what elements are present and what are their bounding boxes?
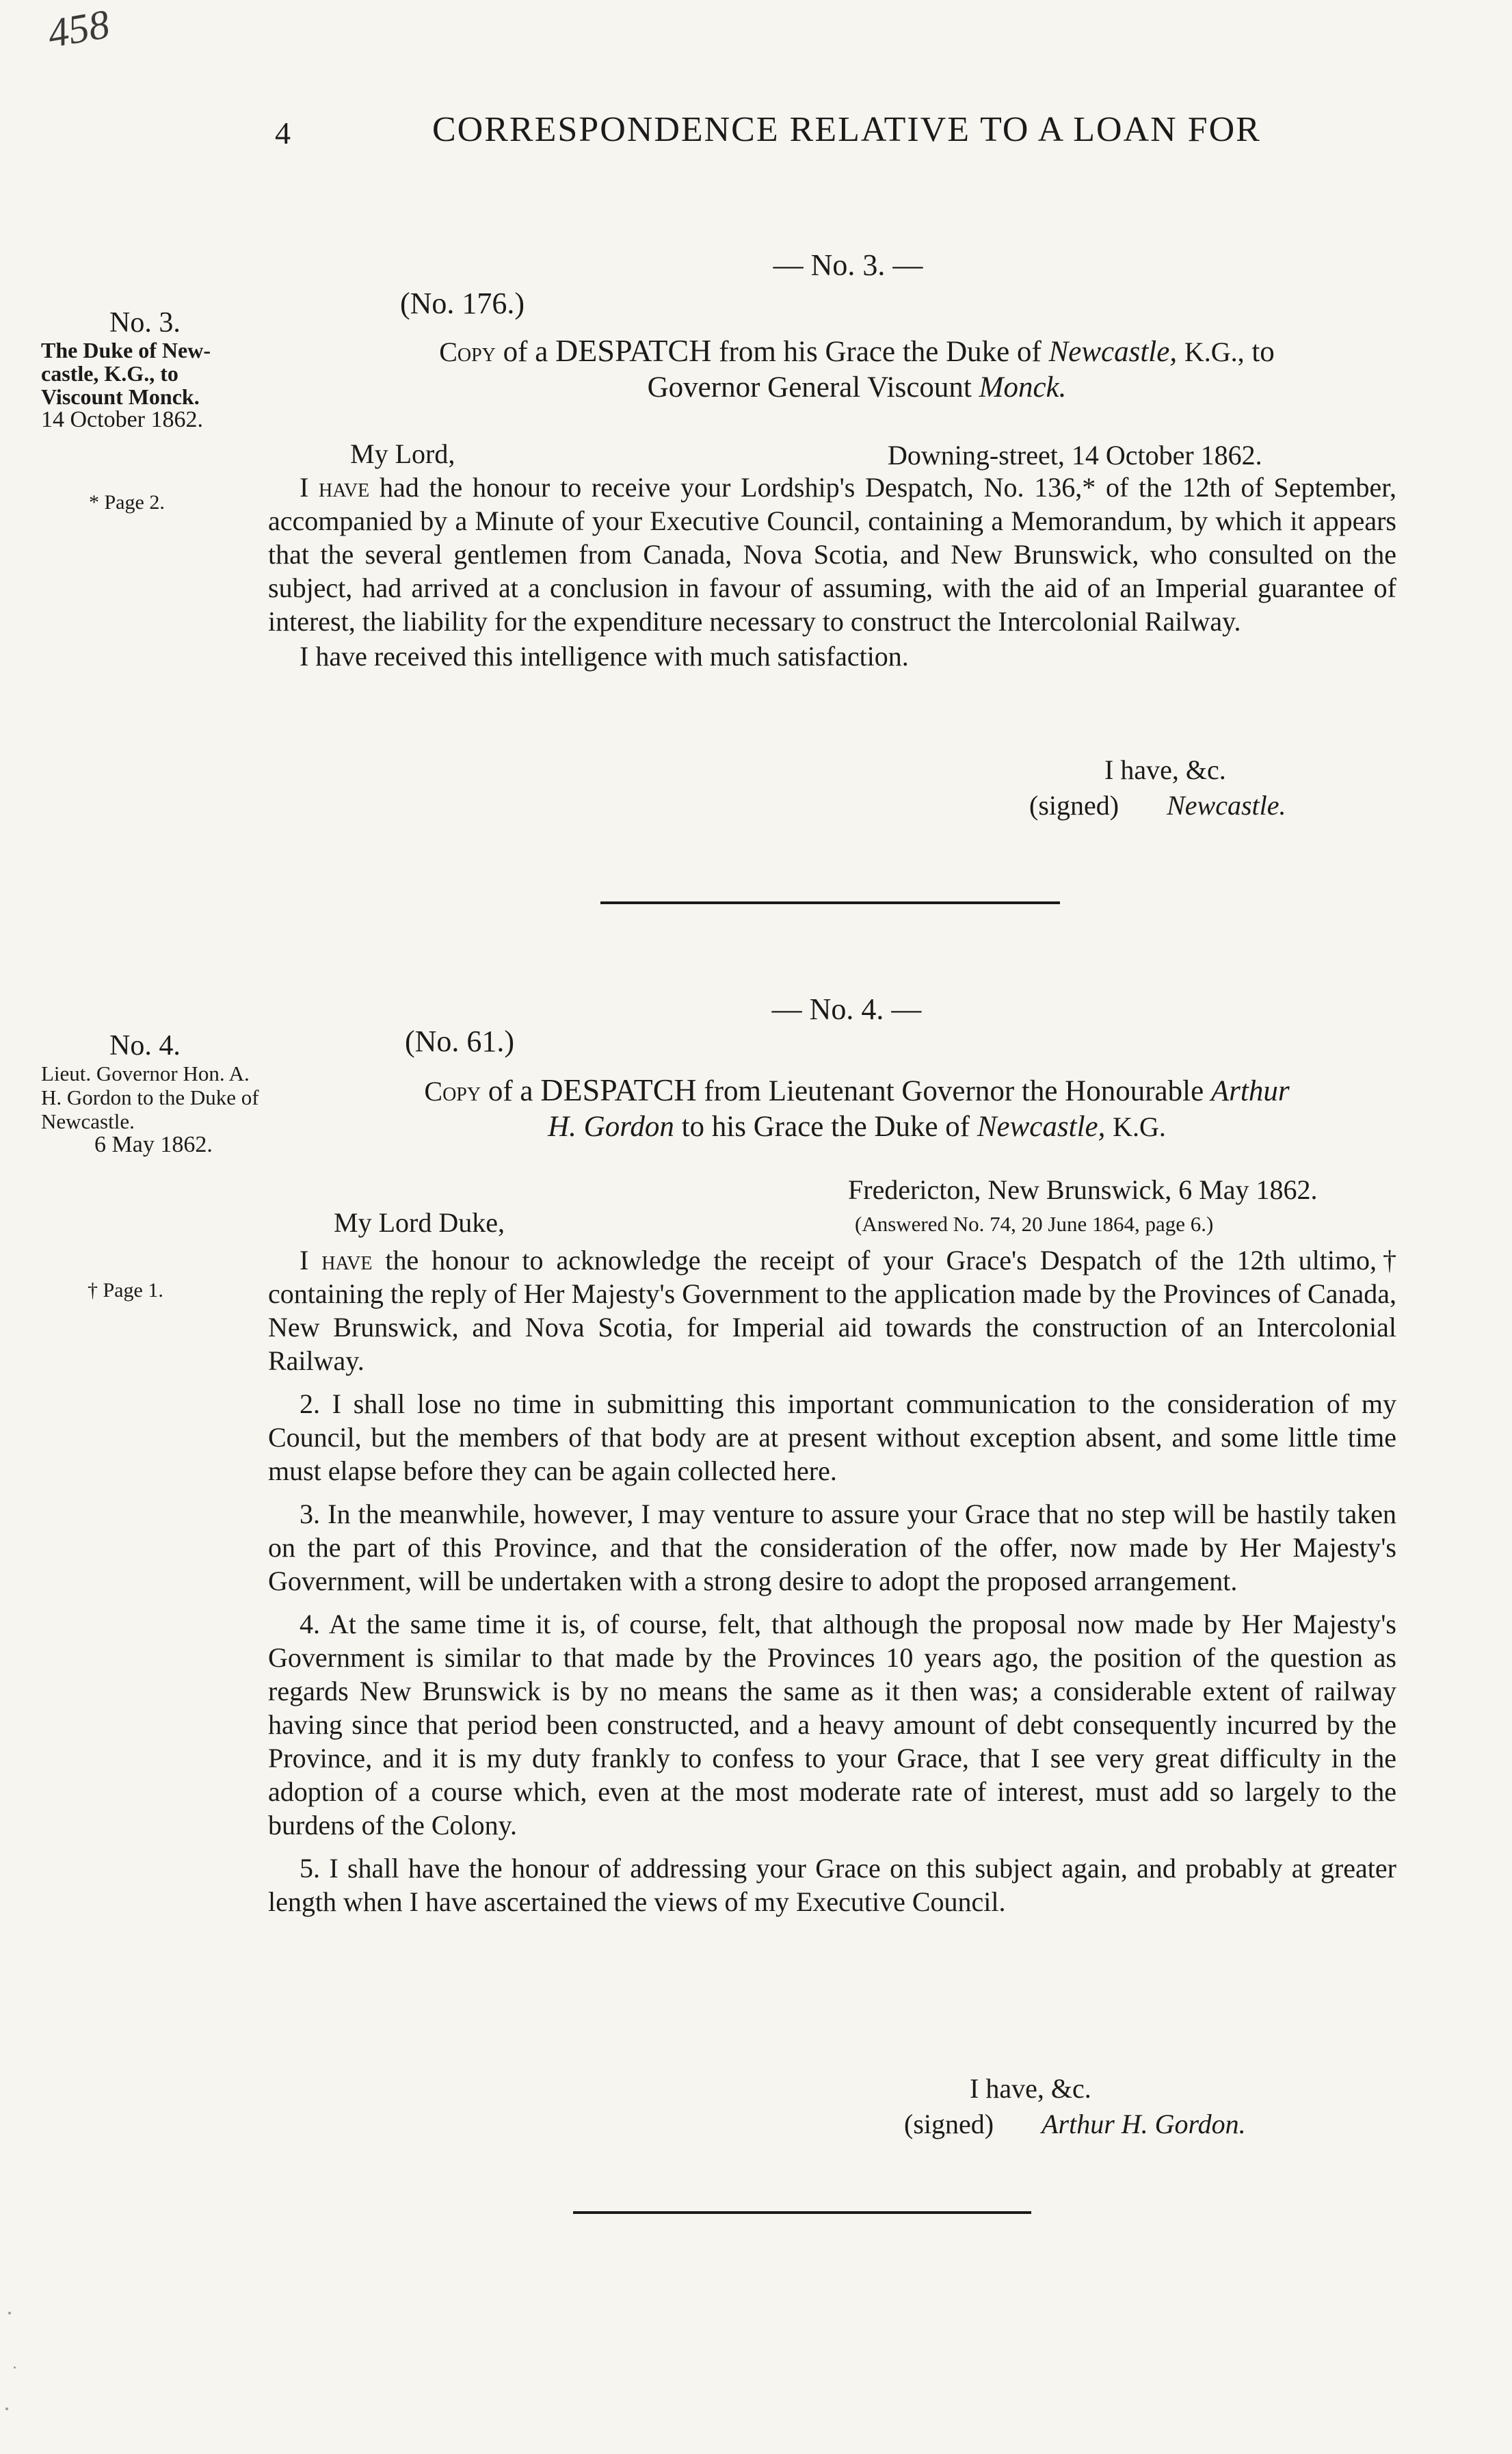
copy-text: Governor General Viscount	[647, 371, 972, 404]
margin-number: No. 4.	[109, 1030, 181, 1061]
copy-text: to his Grace the Duke of	[681, 1111, 970, 1143]
margin-description: Lieut. Governor Hon. A. H. Gordon to the Duke of Newcastle.	[41, 1061, 259, 1133]
section-heading-no3: — No. 3. —	[773, 248, 923, 282]
signature: Arthur H. Gordon.	[1042, 2109, 1246, 2139]
paragraph-lead: I have	[300, 1245, 373, 1276]
paragraph-text: 5. I shall have the honour of addressing your Grace on this subject again, and probably at greater length when I have ascertained the views of my Executive Council.	[268, 1853, 1396, 1917]
copy-text: from Lieutenant Governor the Honourable	[704, 1075, 1204, 1107]
margin-page-ref-no4: † Page 1.	[88, 1279, 163, 1302]
paragraph-5	[268, 1851, 1396, 1918]
paragraph-text: 3. In the meanwhile, however, I may venture to assure your Grace that no step will be hastily taken on the part of this Province, and that the consideration of the offer, now made by Her Majesty's Government, will be undertaken with a strong desire to adopt the proposed arrangement.	[268, 1499, 1396, 1596]
copy-name: Monck.	[979, 371, 1067, 404]
page-number: 4	[275, 116, 291, 150]
copy-name: Newcastle,	[1048, 336, 1178, 368]
paragraph-text: had the honour to receive your Lordship's Despatch, No. 136,* of the 12th of September, accompanied by a Minute of your Executive Council, containing a Memorandum, by which it appears that the several gentlemen from Canada, Nova Scotia, and New Brunswick, who consulted on the subject, had arrived at a conclusion in favour of assuming, with the aid of an Imperial guarantee of interest, the liability for the expenditure necessary to construct the Intercolonial Railway.	[268, 472, 1396, 637]
copy-honour: K.G.	[1113, 1111, 1166, 1142]
signature-line-no4	[904, 2107, 1246, 2142]
signed-label: (signed)	[1029, 790, 1119, 821]
running-title: CORRESPONDENCE RELATIVE TO A LOAN FOR	[432, 110, 1261, 149]
margin-date: 14 October 1862.	[41, 407, 204, 432]
margin-page-ref-no3: * Page 2.	[89, 491, 165, 514]
copy-honour: K.G.,	[1184, 337, 1245, 367]
copy-text: from his Grace the Duke of	[719, 336, 1042, 368]
copy-text: of a	[488, 1075, 533, 1107]
despatch-word: DESPATCH	[540, 1072, 697, 1107]
margin-number: No. 3.	[109, 307, 181, 339]
paragraph-3	[268, 1497, 1396, 1598]
place-date-no3: Downing-street, 14 October 1862.	[888, 440, 1262, 471]
section-divider	[600, 901, 1060, 904]
copy-label: Copy	[439, 337, 496, 367]
scan-speck	[8, 2312, 11, 2314]
paragraph-2	[268, 639, 1396, 673]
despatch-number-61: (No. 61.)	[405, 1025, 515, 1058]
salutation-no4: My Lord Duke,	[334, 1207, 505, 1238]
scan-speck	[14, 2366, 16, 2369]
handwritten-page-mark: 458	[44, 1, 113, 57]
paragraph-1	[268, 1243, 1396, 1377]
copy-text: of a	[503, 336, 548, 368]
despatch-number-176: (No. 176.)	[400, 287, 525, 320]
letter-body-no3	[268, 471, 1396, 673]
paragraph-4	[268, 1607, 1396, 1842]
end-divider	[573, 2211, 1031, 2214]
copy-text: to	[1251, 336, 1275, 368]
letter-body-no4	[268, 1243, 1396, 1918]
answered-note: (Answered No. 74, 20 June 1864, page 6.)	[855, 1212, 1214, 1236]
despatch-word: DESPATCH	[555, 333, 712, 368]
paragraph-text: 4. At the same time it is, of course, felt, that although the proposal now made by Her Majesty's Government is similar to that made by the Provinces 10 years ago, the position of the question as regards New Brunswick is by no means the same as it then was; a considerable extent of railway having since that period been constructed, and a heavy amount of debt consequently incurred by the Province, and it is my duty frankly to confess to your Grace, that I see very great difficulty in the adoption of a course which, even at the most moderate rate of interest, must add so largely to the burdens of the Colony.	[268, 1609, 1396, 1840]
copy-name: Newcastle,	[977, 1111, 1106, 1143]
despatch-title-no3	[334, 333, 1380, 406]
section-heading-no4: — No. 4. —	[771, 992, 922, 1026]
salutation-no3: My Lord,	[350, 438, 455, 469]
paragraph-text: 2. I shall lose no time in submitting this important communication to the consideration of my Council, but the members of that body are at present without exception absent, and some little time must elapse before they can be again collected here.	[268, 1388, 1396, 1486]
despatch-title-no4	[334, 1072, 1380, 1145]
closing-no4: I have, &c.	[970, 2073, 1091, 2104]
copy-label: Copy	[424, 1076, 481, 1107]
margin-note-no4	[41, 1030, 260, 1157]
paragraph-2	[268, 1387, 1396, 1488]
signature: Newcastle.	[1167, 790, 1286, 821]
scan-speck	[5, 2407, 8, 2410]
signed-label: (signed)	[904, 2109, 994, 2139]
paragraph-1	[268, 471, 1396, 638]
margin-date: 6 May 1862.	[94, 1132, 213, 1157]
closing-no3: I have, &c.	[1104, 754, 1226, 785]
place-date-no4: Fredericton, New Brunswick, 6 May 1862.	[848, 1174, 1318, 1205]
paragraph-lead: I have	[300, 472, 370, 503]
signature-line-no3	[1029, 788, 1286, 823]
copy-name: Arthur	[1210, 1075, 1290, 1107]
paragraph-text: I have received this intelligence with much satisfaction.	[300, 641, 909, 672]
copy-name: H. Gordon	[548, 1111, 674, 1143]
margin-description: The Duke of New-castle, K.G., to Viscount Monck.	[41, 338, 211, 409]
paragraph-text: the honour to acknowledge the receipt of your Grace's Despatch of the 12th ultimo,† containing the reply of Her Majesty's Government to the application made by the Provinces of Canada, New Brunswick, and Nova Scotia, for Imperial aid towards the construction of an Intercolonial Railway.	[268, 1245, 1396, 1376]
margin-note-no3	[41, 307, 260, 432]
